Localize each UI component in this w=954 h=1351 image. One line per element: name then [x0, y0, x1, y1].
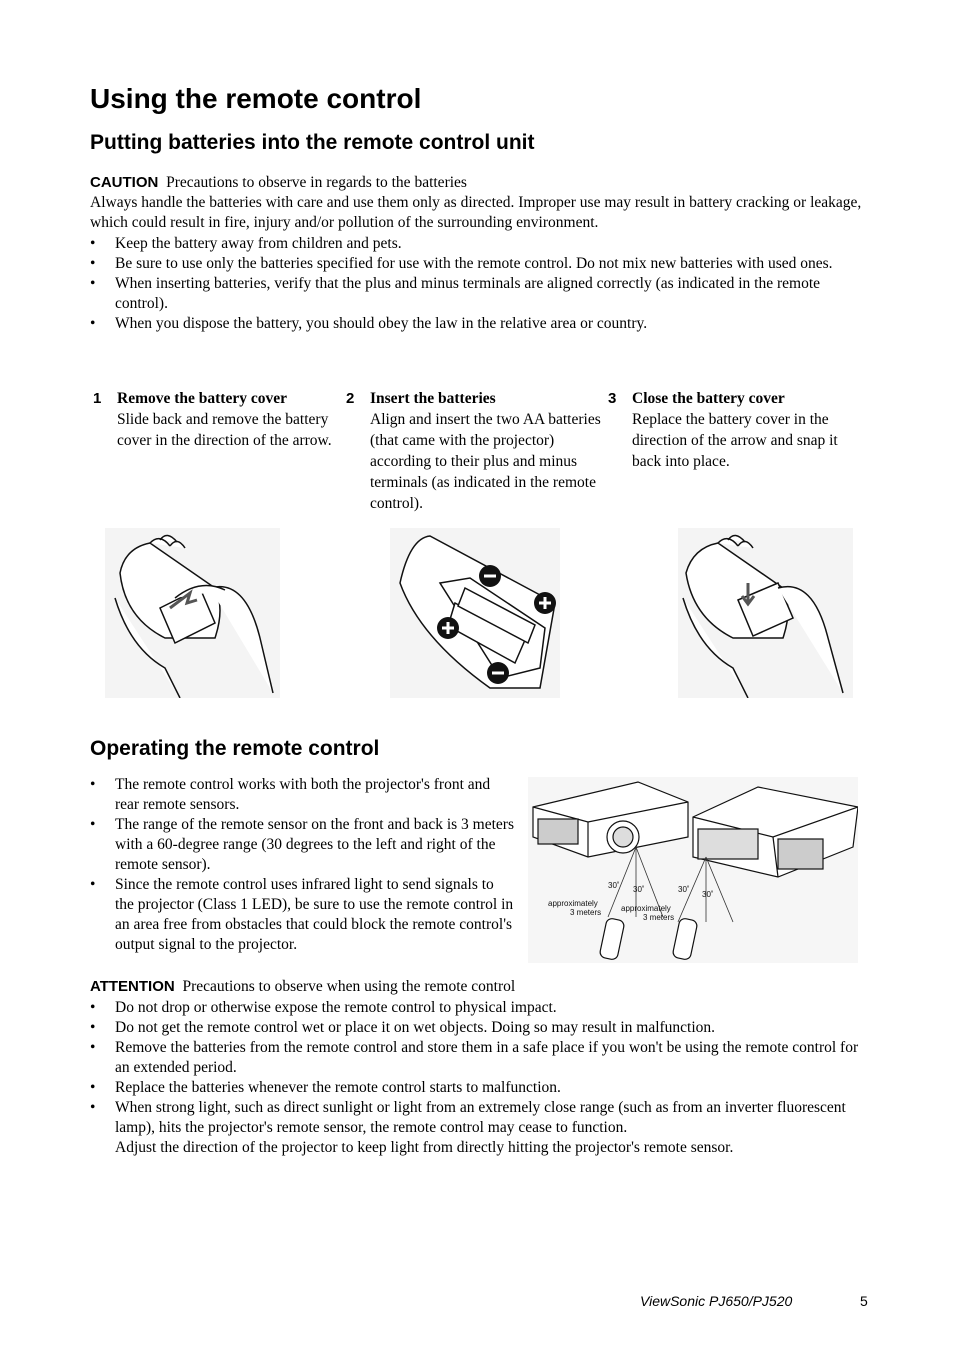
distance-label: approximately — [548, 899, 598, 908]
caution-list — [90, 234, 865, 334]
attention-note: Adjust the direction of the projector to keep light from directly hitting the projector's remote sensor. — [115, 1139, 734, 1156]
page-title: Using the remote control — [90, 83, 422, 114]
list-item: • The remote control works with both the projector's front and rear remote sensors. — [90, 775, 515, 815]
close-cover-illustration — [678, 528, 853, 698]
list-item: • Do not drop or otherwise expose the remote control to physical impact. — [90, 998, 865, 1018]
list-item: • Remove the batteries from the remote control and store them in a safe place if you won't be using the remote control for an extended period. — [90, 1038, 865, 1078]
step-number: 3 — [608, 390, 617, 407]
angle-label: 30˚ — [678, 885, 690, 894]
list-item: • Keep the battery away from children and pets. — [90, 234, 865, 254]
caution-block — [90, 173, 865, 334]
step-3 — [608, 389, 863, 472]
angle-label: 30˚ — [633, 885, 645, 894]
insert-batteries-illustration — [390, 528, 560, 698]
step-text: Slide back and remove the battery cover in the direction of the arrow. — [117, 411, 332, 449]
operating-list — [90, 775, 515, 955]
angle-label: 30˚ — [608, 881, 620, 890]
list-item: • Since the remote control uses infrared light to send signals to the projector (Class 1 LED), be sure to use the remote control in an area free from obstacles that could block the remote control's output signal to the projector. — [90, 875, 515, 955]
list-item: • The range of the remote sensor on the front and back is 3 meters with a 60-degree range (30 degrees to the left and right of the remote sensor). — [90, 815, 515, 875]
caution-label: CAUTION — [90, 174, 159, 191]
step-text: Replace the battery cover in the direction of the arrow and snap it back into place. — [632, 411, 838, 470]
list-item: • When strong light, such as direct sunlight or light from an extremely close range (such as from an inverter fluorescent lamp), hits the projector's remote sensor, the remote control may cease to function. — [90, 1098, 865, 1138]
caution-text: Always handle the batteries with care and use them only as directed. Improper use may result in battery cracking or leakage, which could result in fire, injury and/or pollution of the surrounding environment. — [90, 194, 862, 231]
list-item: • Replace the batteries whenever the remote control starts to malfunction. — [90, 1078, 865, 1098]
step-text: Align and insert the two AA batteries (that came with the projector) according to their plus and minus terminals (as indicated in the remote control). — [370, 411, 601, 512]
list-item: • When inserting batteries, verify that the plus and minus terminals are aligned correctly (as indicated in the remote control). — [90, 274, 865, 314]
section-heading-batteries: Putting batteries into the remote control unit — [90, 131, 535, 154]
step-number: 2 — [346, 390, 355, 407]
caution-subtitle: Precautions to observe in regards to the batteries — [166, 174, 467, 191]
distance-label: approximately — [621, 904, 671, 913]
list-item: • Be sure to use only the batteries specified for use with the remote control. Do not mix new batteries with used ones. — [90, 254, 865, 274]
attention-subtitle: Precautions to observe when using the remote control — [182, 978, 516, 995]
list-item: • When you dispose the battery, you should obey the law in the relative area or country. — [90, 314, 865, 334]
step-title: Remove the battery cover — [117, 390, 287, 407]
attention-label: ATTENTION — [90, 978, 175, 995]
angle-label: 30˚ — [702, 890, 714, 899]
projector-range-diagram — [528, 777, 858, 963]
step-1 — [93, 389, 343, 451]
distance-label: 3 meters — [643, 913, 675, 922]
step-number: 1 — [93, 390, 102, 407]
section-heading-operating: Operating the remote control — [90, 737, 380, 760]
attention-block — [90, 977, 865, 1158]
footer-brand: ViewSonic PJ650/PJ520 — [640, 1293, 793, 1309]
remove-cover-illustration — [105, 528, 280, 698]
page-number: 5 — [860, 1293, 868, 1309]
list-item: • Do not get the remote control wet or place it on wet objects. Doing so may result in malfunction. — [90, 1018, 865, 1038]
attention-list — [90, 998, 865, 1138]
step-2 — [346, 389, 604, 514]
step-title: Insert the batteries — [370, 390, 496, 407]
distance-label: 3 meters — [570, 908, 602, 917]
step-title: Close the battery cover — [632, 390, 785, 407]
